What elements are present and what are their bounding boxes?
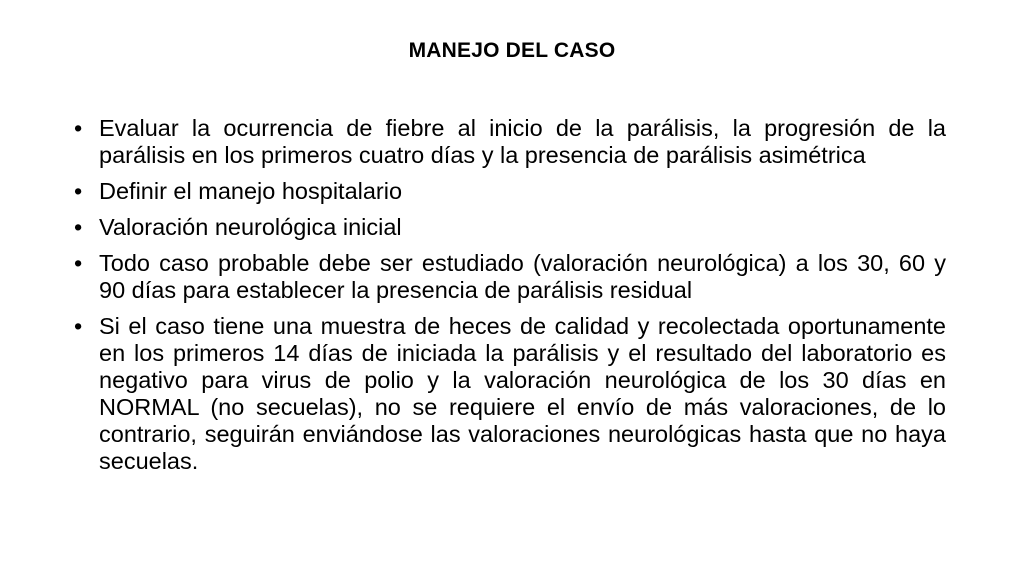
bullet-text: Si el caso tiene una muestra de heces de calidad y recolectada oportunamente en los primeros 14 días de iniciada la parálisis y el resultado del laboratorio es negativo para virus de polio y la valoración neurológica de los 30 días en NORMAL (no secuelas), no se requiere el envío de más valoraciones, de lo contrario, seguirán enviándose las valoraciones neurológicas hasta que no haya secuelas. (99, 313, 946, 474)
slide-title: MANEJO DEL CASO (408, 39, 616, 62)
bullet-text: Todo caso probable debe ser estudiado (valoración neurológica) a los 30, 60 y 90 días para establecer la presencia de parálisis residual (99, 250, 946, 303)
bullet-icon: • (74, 250, 83, 276)
bullet-icon: • (74, 214, 83, 240)
bullet-item (74, 214, 946, 241)
bullet-icon: • (74, 115, 83, 141)
bullet-list (74, 115, 946, 484)
bullet-item (74, 250, 946, 304)
bullet-item (74, 115, 946, 169)
bullet-icon: • (74, 178, 83, 204)
bullet-icon: • (74, 313, 83, 339)
bullet-text: Evaluar la ocurrencia de fiebre al inicio de la parálisis, la progresión de la parálisis en los primeros cuatro días y la presencia de parálisis asimétrica (99, 115, 946, 168)
bullet-item (74, 313, 946, 475)
bullet-item (74, 178, 946, 205)
bullet-text: Valoración neurológica inicial (99, 214, 402, 240)
bullet-text: Definir el manejo hospitalario (99, 178, 403, 204)
